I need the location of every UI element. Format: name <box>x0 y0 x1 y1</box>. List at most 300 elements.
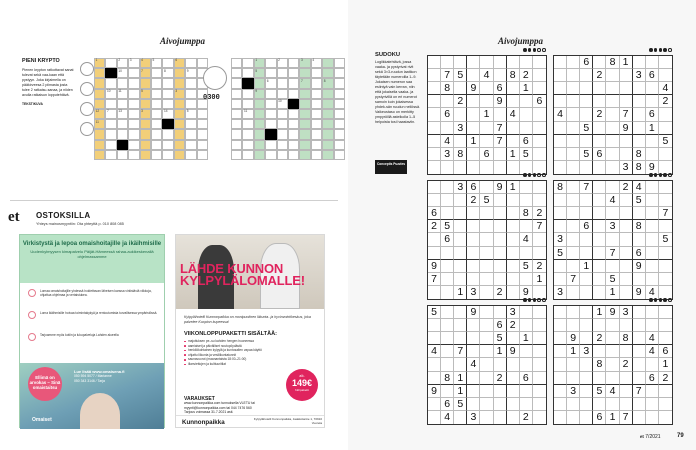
sudoku-cell[interactable]: 4 <box>659 82 672 95</box>
crypto-cell[interactable] <box>254 140 265 150</box>
crypto-cell[interactable]: 5 <box>140 89 151 99</box>
sudoku-cell[interactable] <box>480 161 493 174</box>
sudoku-cell[interactable]: 1 <box>606 286 619 299</box>
sudoku-cell[interactable]: 7 <box>441 69 454 82</box>
sudoku-cell[interactable]: 3 <box>454 122 467 135</box>
crypto-cell[interactable] <box>254 119 265 129</box>
sudoku-cell[interactable] <box>441 385 454 398</box>
sudoku-cell[interactable]: 6 <box>646 372 659 385</box>
sudoku-cell[interactable] <box>480 56 493 69</box>
sudoku-cell[interactable]: 6 <box>520 372 533 385</box>
sudoku-cell[interactable] <box>554 69 567 82</box>
sudoku-cell[interactable] <box>441 207 454 220</box>
sudoku-cell[interactable] <box>428 233 441 246</box>
sudoku-cell[interactable] <box>480 122 493 135</box>
sudoku-cell[interactable]: 2 <box>507 319 520 332</box>
crypto-cell[interactable] <box>105 68 116 78</box>
sudoku-cell[interactable] <box>554 358 567 371</box>
sudoku-cell[interactable] <box>659 306 672 319</box>
sudoku-cell[interactable] <box>428 411 441 424</box>
sudoku-cell[interactable] <box>533 411 546 424</box>
crypto-cell[interactable] <box>151 78 162 88</box>
sudoku-cell[interactable] <box>620 260 633 273</box>
crypto-cell[interactable] <box>185 119 196 129</box>
crypto-cell[interactable] <box>231 78 242 88</box>
sudoku-cell[interactable] <box>520 398 533 411</box>
sudoku-cell[interactable]: 8 <box>520 207 533 220</box>
sudoku-cell[interactable] <box>554 161 567 174</box>
sudoku-cell[interactable] <box>441 260 454 273</box>
sudoku-cell[interactable] <box>567 398 580 411</box>
crypto-cell[interactable] <box>299 109 310 119</box>
sudoku-cell[interactable]: 5 <box>554 247 567 260</box>
sudoku-cell[interactable]: 6 <box>659 345 672 358</box>
sudoku-cell[interactable] <box>659 148 672 161</box>
crypto-cell[interactable] <box>185 129 196 139</box>
crypto-cell[interactable] <box>265 68 276 78</box>
sudoku-cell[interactable] <box>659 247 672 260</box>
sudoku-cell[interactable] <box>520 358 533 371</box>
sudoku-cell[interactable] <box>554 385 567 398</box>
sudoku-cell[interactable]: 5 <box>606 273 619 286</box>
sudoku-cell[interactable] <box>533 135 546 148</box>
sudoku-cell[interactable]: 8 <box>633 148 646 161</box>
sudoku-cell[interactable]: 6 <box>533 95 546 108</box>
sudoku-cell[interactable] <box>659 385 672 398</box>
crypto-cell[interactable] <box>299 99 310 109</box>
sudoku-cell[interactable]: 6 <box>580 56 593 69</box>
sudoku-cell[interactable] <box>580 108 593 121</box>
crypto-cell[interactable] <box>197 119 208 129</box>
sudoku-cell[interactable] <box>646 194 659 207</box>
sudoku-cell[interactable] <box>467 332 480 345</box>
sudoku-cell[interactable]: 3 <box>454 181 467 194</box>
crypto-cell[interactable] <box>334 99 345 109</box>
crypto-cell[interactable] <box>334 68 345 78</box>
sudoku-cell[interactable] <box>480 345 493 358</box>
crypto-cell[interactable] <box>94 78 105 88</box>
sudoku-cell[interactable] <box>454 56 467 69</box>
sudoku-cell[interactable] <box>520 181 533 194</box>
sudoku-cell[interactable] <box>454 411 467 424</box>
crypto-cell[interactable] <box>140 129 151 139</box>
crypto-cell[interactable] <box>322 140 333 150</box>
crypto-cell[interactable] <box>174 129 185 139</box>
sudoku-cell[interactable] <box>441 56 454 69</box>
sudoku-cell[interactable] <box>567 161 580 174</box>
sudoku-cell[interactable] <box>494 194 507 207</box>
crypto-cell[interactable]: 7 <box>105 109 116 119</box>
sudoku-cell[interactable] <box>480 220 493 233</box>
crypto-cell[interactable] <box>231 89 242 99</box>
sudoku-cell[interactable] <box>659 220 672 233</box>
crypto-cell[interactable] <box>277 68 288 78</box>
sudoku-cell[interactable]: 5 <box>428 306 441 319</box>
sudoku-cell[interactable] <box>554 372 567 385</box>
sudoku-cell[interactable]: 3 <box>467 286 480 299</box>
sudoku-cell[interactable] <box>454 233 467 246</box>
sudoku-cell[interactable] <box>554 95 567 108</box>
crypto-cell[interactable] <box>288 119 299 129</box>
sudoku-cell[interactable]: 2 <box>454 95 467 108</box>
sudoku-cell[interactable]: 1 <box>454 372 467 385</box>
sudoku-cell[interactable] <box>428 122 441 135</box>
sudoku-cell[interactable] <box>480 260 493 273</box>
sudoku-cell[interactable] <box>467 247 480 260</box>
crypto-cell[interactable] <box>151 129 162 139</box>
sudoku-cell[interactable] <box>633 233 646 246</box>
sudoku-cell[interactable] <box>494 108 507 121</box>
sudoku-cell[interactable] <box>454 247 467 260</box>
crypto-cell[interactable] <box>322 89 333 99</box>
sudoku-cell[interactable] <box>646 95 659 108</box>
sudoku-cell[interactable] <box>507 372 520 385</box>
sudoku-cell[interactable]: 6 <box>441 108 454 121</box>
sudoku-cell[interactable] <box>606 207 619 220</box>
sudoku-cell[interactable] <box>593 181 606 194</box>
crypto-cell[interactable] <box>231 99 242 109</box>
sudoku-cell[interactable]: 1 <box>454 286 467 299</box>
sudoku-cell[interactable] <box>494 398 507 411</box>
sudoku-cell[interactable] <box>593 95 606 108</box>
sudoku-cell[interactable] <box>428 319 441 332</box>
sudoku-cell[interactable] <box>606 358 619 371</box>
sudoku-cell[interactable]: 3 <box>507 306 520 319</box>
sudoku-cell[interactable]: 7 <box>428 273 441 286</box>
sudoku-cell[interactable] <box>428 194 441 207</box>
sudoku-cell[interactable]: 9 <box>633 260 646 273</box>
sudoku-cell[interactable]: 5 <box>580 148 593 161</box>
crypto-cell[interactable]: 2 <box>277 58 288 68</box>
crypto-cell[interactable] <box>94 140 105 150</box>
crypto-cell[interactable]: 11 <box>94 119 105 129</box>
sudoku-cell[interactable]: 1 <box>620 56 633 69</box>
sudoku-cell[interactable] <box>606 372 619 385</box>
sudoku-cell[interactable]: 9 <box>606 306 619 319</box>
sudoku-cell[interactable] <box>467 122 480 135</box>
crypto-cell[interactable] <box>94 89 105 99</box>
sudoku-cell[interactable] <box>507 122 520 135</box>
sudoku-cell[interactable]: 2 <box>494 286 507 299</box>
sudoku-cell[interactable] <box>467 95 480 108</box>
sudoku-cell[interactable] <box>480 411 493 424</box>
sudoku-cell[interactable] <box>633 273 646 286</box>
sudoku-cell[interactable] <box>593 233 606 246</box>
crypto-cell[interactable] <box>311 78 322 88</box>
sudoku-cell[interactable] <box>467 385 480 398</box>
crypto-cell[interactable] <box>277 119 288 129</box>
sudoku-cell[interactable]: 7 <box>606 247 619 260</box>
sudoku-cell[interactable] <box>507 161 520 174</box>
sudoku-cell[interactable]: 3 <box>441 148 454 161</box>
sudoku-cell[interactable] <box>533 247 546 260</box>
sudoku-cell[interactable] <box>593 56 606 69</box>
crypto-cell[interactable]: 3 <box>174 89 185 99</box>
sudoku-cell[interactable] <box>494 358 507 371</box>
crypto-cell[interactable]: 4 <box>140 58 151 68</box>
sudoku-cell[interactable]: 1 <box>454 385 467 398</box>
sudoku-cell[interactable] <box>580 319 593 332</box>
crypto-cell[interactable] <box>128 68 139 78</box>
sudoku-cell[interactable] <box>480 358 493 371</box>
sudoku-cell[interactable] <box>567 148 580 161</box>
crypto-cell[interactable] <box>128 119 139 129</box>
sudoku-cell[interactable] <box>428 372 441 385</box>
crypto-cell[interactable] <box>288 129 299 139</box>
crypto-cell[interactable] <box>322 119 333 129</box>
sudoku-cell[interactable] <box>507 207 520 220</box>
crypto-cell[interactable] <box>265 150 276 160</box>
sudoku-cell[interactable] <box>507 385 520 398</box>
sudoku-cell[interactable]: 6 <box>441 233 454 246</box>
sudoku-cell[interactable] <box>428 358 441 371</box>
sudoku-cell[interactable] <box>554 345 567 358</box>
sudoku-cell[interactable]: 7 <box>567 273 580 286</box>
crypto-cell[interactable] <box>174 150 185 160</box>
sudoku-cell[interactable] <box>646 358 659 371</box>
crypto-cell[interactable] <box>117 78 128 88</box>
crypto-cell[interactable] <box>174 109 185 119</box>
sudoku-cell[interactable] <box>507 56 520 69</box>
sudoku-cell[interactable]: 1 <box>494 345 507 358</box>
sudoku-cell[interactable]: 3 <box>633 69 646 82</box>
sudoku-cell[interactable] <box>593 82 606 95</box>
sudoku-cell[interactable] <box>467 319 480 332</box>
crypto-cell[interactable] <box>231 150 242 160</box>
crypto-cell[interactable] <box>288 140 299 150</box>
sudoku-cell[interactable]: 4 <box>441 135 454 148</box>
sudoku-cell[interactable] <box>646 148 659 161</box>
crypto-cell[interactable] <box>162 58 173 68</box>
sudoku-cell[interactable] <box>480 319 493 332</box>
sudoku-cell[interactable] <box>441 286 454 299</box>
crypto-cell[interactable] <box>140 119 151 129</box>
crypto-cell[interactable]: 10 <box>277 99 288 109</box>
sudoku-cell[interactable] <box>520 122 533 135</box>
sudoku-cell[interactable] <box>620 194 633 207</box>
crypto-cell[interactable] <box>128 99 139 109</box>
crypto-cell[interactable] <box>299 150 310 160</box>
sudoku-cell[interactable]: 1 <box>520 82 533 95</box>
sudoku-cell[interactable] <box>593 273 606 286</box>
crypto-cell[interactable] <box>105 99 116 109</box>
sudoku-cell[interactable] <box>567 319 580 332</box>
crypto-cell[interactable] <box>311 150 322 160</box>
crypto-cell[interactable] <box>322 150 333 160</box>
sudoku-cell[interactable] <box>454 135 467 148</box>
sudoku-cell[interactable] <box>554 56 567 69</box>
crypto-cell[interactable] <box>288 58 299 68</box>
sudoku-cell[interactable] <box>480 385 493 398</box>
sudoku-cell[interactable] <box>580 358 593 371</box>
sudoku-cell[interactable] <box>507 273 520 286</box>
sudoku-cell[interactable]: 8 <box>593 358 606 371</box>
sudoku-cell[interactable] <box>554 135 567 148</box>
crypto-cell[interactable] <box>334 109 345 119</box>
sudoku-cell[interactable] <box>646 207 659 220</box>
sudoku-cell[interactable]: 9 <box>633 286 646 299</box>
sudoku-cell[interactable] <box>467 260 480 273</box>
sudoku-cell[interactable] <box>441 194 454 207</box>
sudoku-cell[interactable]: 4 <box>606 385 619 398</box>
sudoku-cell[interactable] <box>554 319 567 332</box>
crypto-cell[interactable] <box>242 58 253 68</box>
sudoku-cell[interactable] <box>580 385 593 398</box>
crypto-cell[interactable] <box>231 129 242 139</box>
sudoku-cell[interactable]: 9 <box>428 260 441 273</box>
sudoku-cell[interactable] <box>646 247 659 260</box>
crypto-cell[interactable]: 9 <box>254 89 265 99</box>
sudoku-cell[interactable]: 9 <box>620 122 633 135</box>
sudoku-cell[interactable] <box>533 82 546 95</box>
crypto-cell[interactable] <box>334 150 345 160</box>
sudoku-cell[interactable]: 2 <box>533 207 546 220</box>
sudoku-cell[interactable] <box>494 306 507 319</box>
crypto-cell[interactable] <box>151 140 162 150</box>
crypto-cell[interactable] <box>231 119 242 129</box>
sudoku-cell[interactable] <box>567 69 580 82</box>
crypto-cell[interactable] <box>311 109 322 119</box>
crypto-cell[interactable] <box>288 150 299 160</box>
sudoku-cell[interactable] <box>428 286 441 299</box>
sudoku-cell[interactable]: 6 <box>494 82 507 95</box>
sudoku-cell[interactable] <box>620 345 633 358</box>
sudoku-cell[interactable] <box>467 56 480 69</box>
sudoku-cell[interactable] <box>593 372 606 385</box>
crypto-cell[interactable]: 10 <box>105 89 116 99</box>
sudoku-cell[interactable] <box>633 319 646 332</box>
sudoku-cell[interactable] <box>554 411 567 424</box>
crypto-cell[interactable] <box>231 140 242 150</box>
sudoku-cell[interactable] <box>428 82 441 95</box>
sudoku-cell[interactable] <box>633 108 646 121</box>
sudoku-cell[interactable] <box>659 194 672 207</box>
sudoku-cell[interactable]: 7 <box>580 181 593 194</box>
crypto-cell[interactable] <box>265 119 276 129</box>
sudoku-cell[interactable] <box>428 108 441 121</box>
sudoku-cell[interactable]: 4 <box>428 345 441 358</box>
sudoku-cell[interactable] <box>533 398 546 411</box>
sudoku-cell[interactable] <box>659 260 672 273</box>
sudoku-cell[interactable]: 9 <box>428 385 441 398</box>
sudoku-cell[interactable]: 1 <box>567 345 580 358</box>
sudoku-cell[interactable] <box>507 135 520 148</box>
sudoku-cell[interactable] <box>507 411 520 424</box>
sudoku-cell[interactable] <box>507 194 520 207</box>
crypto-cell[interactable] <box>277 109 288 119</box>
crypto-cell[interactable] <box>242 68 253 78</box>
crypto-cell[interactable]: 10 <box>117 68 128 78</box>
crypto-cell[interactable] <box>288 68 299 78</box>
crypto-cell[interactable] <box>299 89 310 99</box>
sudoku-cell[interactable] <box>620 69 633 82</box>
crypto-cell[interactable] <box>140 140 151 150</box>
sudoku-cell[interactable] <box>606 233 619 246</box>
sudoku-cell[interactable] <box>441 161 454 174</box>
sudoku-cell[interactable] <box>567 108 580 121</box>
sudoku-cell[interactable]: 5 <box>441 220 454 233</box>
sudoku-cell[interactable] <box>646 181 659 194</box>
crypto-cell[interactable]: 14 <box>162 109 173 119</box>
sudoku-cell[interactable]: 8 <box>441 82 454 95</box>
crypto-cell[interactable] <box>185 89 196 99</box>
sudoku-cell[interactable] <box>567 95 580 108</box>
crypto-cell[interactable] <box>311 140 322 150</box>
crypto-cell[interactable] <box>322 129 333 139</box>
sudoku-cell[interactable]: 6 <box>593 148 606 161</box>
sudoku-cell[interactable]: 3 <box>606 220 619 233</box>
crypto-cell[interactable] <box>197 129 208 139</box>
crypto-cell[interactable]: 3 <box>299 58 310 68</box>
crypto-cell[interactable]: 11 <box>117 89 128 99</box>
crypto-cell[interactable] <box>242 150 253 160</box>
sudoku-cell[interactable] <box>533 181 546 194</box>
crypto-cell[interactable] <box>334 119 345 129</box>
crypto-cell[interactable] <box>94 99 105 109</box>
crypto-cell[interactable] <box>105 58 116 68</box>
sudoku-cell[interactable] <box>520 56 533 69</box>
sudoku-cell[interactable] <box>554 207 567 220</box>
sudoku-cell[interactable] <box>606 82 619 95</box>
crypto-cell[interactable]: 1 <box>94 58 105 68</box>
sudoku-cell[interactable] <box>606 69 619 82</box>
sudoku-cell[interactable] <box>454 108 467 121</box>
crypto-cell[interactable] <box>174 99 185 109</box>
sudoku-cell[interactable]: 1 <box>520 332 533 345</box>
sudoku-cell[interactable] <box>620 82 633 95</box>
sudoku-cell[interactable]: 2 <box>620 358 633 371</box>
sudoku-cell[interactable] <box>620 319 633 332</box>
sudoku-cell[interactable] <box>620 372 633 385</box>
sudoku-cell[interactable]: 9 <box>646 161 659 174</box>
sudoku-cell[interactable] <box>480 135 493 148</box>
crypto-cell[interactable]: 11 <box>242 109 253 119</box>
sudoku-cell[interactable] <box>620 148 633 161</box>
crypto-cell[interactable] <box>231 58 242 68</box>
sudoku-cell[interactable] <box>494 385 507 398</box>
crypto-cell[interactable] <box>277 129 288 139</box>
sudoku-cell[interactable] <box>428 247 441 260</box>
sudoku-cell[interactable]: 7 <box>620 108 633 121</box>
sudoku-cell[interactable] <box>567 56 580 69</box>
sudoku-cell[interactable]: 4 <box>606 194 619 207</box>
sudoku-cell[interactable] <box>567 233 580 246</box>
crypto-cell[interactable] <box>197 140 208 150</box>
sudoku-cell[interactable] <box>428 135 441 148</box>
sudoku-cell[interactable] <box>480 273 493 286</box>
sudoku-cell[interactable] <box>533 148 546 161</box>
sudoku-cell[interactable] <box>567 122 580 135</box>
sudoku-cell[interactable] <box>533 358 546 371</box>
sudoku-cell[interactable] <box>646 273 659 286</box>
sudoku-cell[interactable]: 3 <box>620 306 633 319</box>
sudoku-cell[interactable] <box>646 233 659 246</box>
sudoku-cell[interactable]: 5 <box>580 122 593 135</box>
sudoku-cell[interactable] <box>480 332 493 345</box>
sudoku-cell[interactable] <box>580 207 593 220</box>
crypto-cell[interactable] <box>242 140 253 150</box>
sudoku-cell[interactable] <box>494 161 507 174</box>
sudoku-cell[interactable] <box>494 69 507 82</box>
crypto-cell[interactable] <box>117 129 128 139</box>
sudoku-cell[interactable] <box>494 148 507 161</box>
sudoku-cell[interactable]: 8 <box>507 69 520 82</box>
crypto-cell[interactable] <box>254 109 265 119</box>
sudoku-cell[interactable] <box>454 273 467 286</box>
sudoku-cell[interactable]: 7 <box>533 220 546 233</box>
crypto-cell[interactable] <box>265 89 276 99</box>
sudoku-cell[interactable] <box>593 220 606 233</box>
